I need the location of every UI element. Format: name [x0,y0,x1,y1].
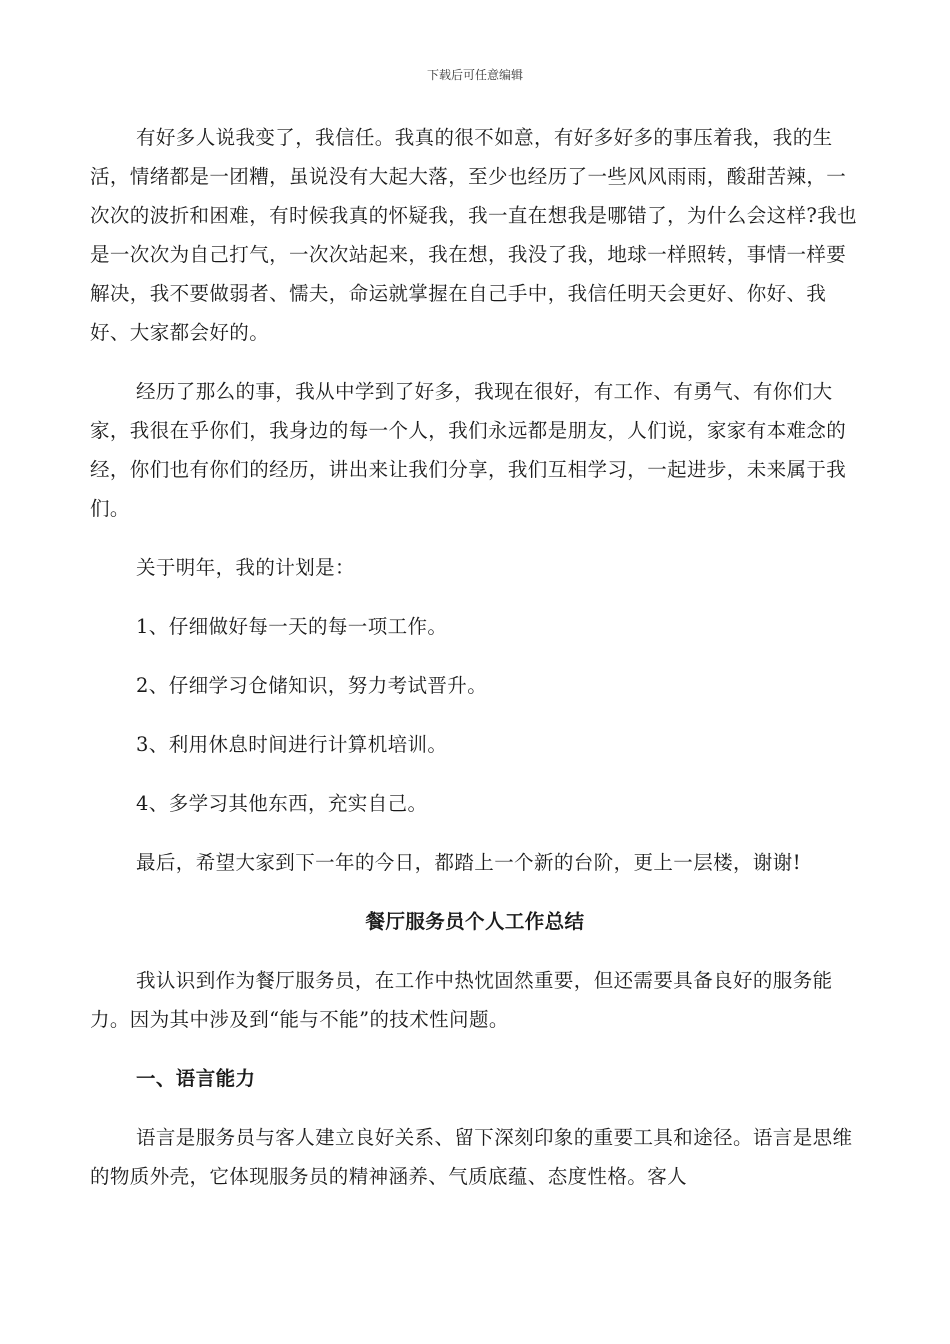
plan-item-3: 3、利用休息时间进行计算机培训。 [136,733,448,756]
plan-intro: 关于明年，我的计划是： [136,556,355,579]
plan-item-2: 2、仔细学习仓储知识，努力考试晋升。 [136,674,488,697]
section-intro: 我认识到作为餐厅服务员，在工作中热忱固然重要，但还需要具备良好的服务能力。因为其中涉及到“能与不能”的技术性问题。 [90,969,833,1031]
paragraph-1: 有好多人说我变了，我信任。我真的很不如意，有好多好多的事压着我，我的生活，情绪都是一团糟，虽说没有大起大落，至少也经历了一些风风雨雨，酸甜苦辣，一次次的波折和困难，有时候我真的怀疑我，我一直在想我是哪错了，为什么会这样?我也是一次次为自己打气，一次次站起来，我在想，我没了我，地球一样照转，事情一样要解决，我不要做弱者、懦夫，命运就掌握在自己手中，我信任明天会更好、你好、我好、大家都会好的。 [90,126,858,344]
subheading: 一、语言能力 [136,1067,256,1090]
plan-item-4: 4、多学习其他东西，充实自己。 [136,792,428,815]
paragraph-2: 经历了那么的事，我从中学到了好多，我现在很好，有工作、有勇气、有你们大家，我很在乎你们，我身边的每一个人，我们永远都是朋友，人们说，家家有本难念的经，你们也有你们的经历，讲出来让我们分享，我们互相学习，一起进步，未来属于我们。 [90,380,847,520]
page-header: 下载后可任意编辑 [426,68,523,82]
document-body [90,118,860,1196]
plan-item-1: 1、仔细做好每一天的每一项工作。 [136,615,448,638]
closing-paragraph: 最后，希望大家到下一年的今日，都踏上一个新的台阶，更上一层楼，谢谢! [136,851,801,874]
sub-paragraph: 语言是服务员与客人建立良好关系、留下深刻印象的重要工具和途径。语言是思维的物质外壳，它体现服务员的精神涵养、气质底蕴、态度性格。客人 [90,1126,853,1188]
section-title: 餐厅服务员个人工作总结 [365,910,585,933]
